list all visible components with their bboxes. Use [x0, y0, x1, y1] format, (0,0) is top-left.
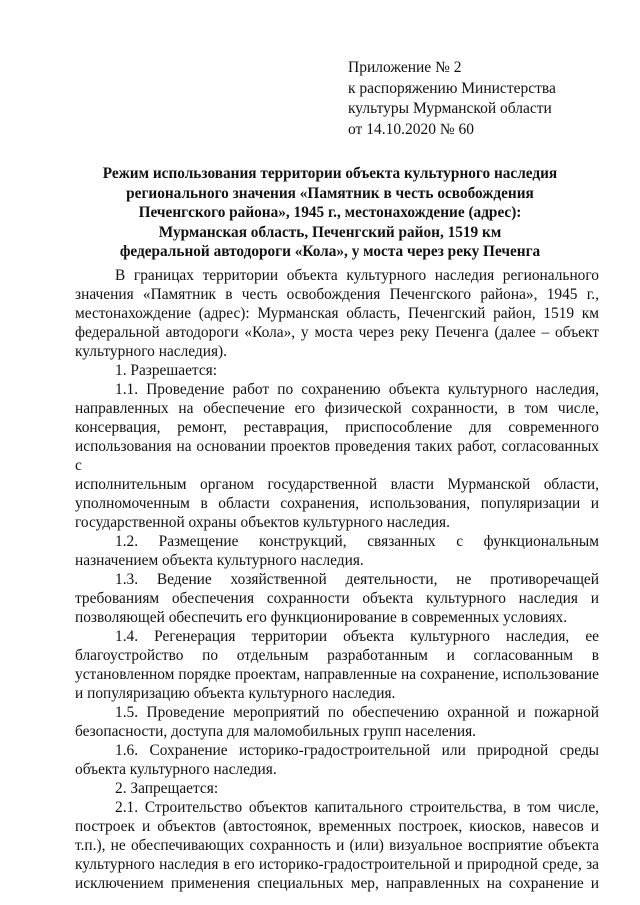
body-text-line: значения «Памятник в честь освобождения Печенгского района», 1945 г., [75, 286, 599, 303]
body-text-line: 2.1. Строительство объектов капитального строительства, в том числе, [115, 799, 599, 816]
body-text-line: 1.4. Регенерация территории объекта культурного наследия, ее [115, 628, 599, 645]
body-text-line: направленных на обеспечение его физической сохранности, в том числе, [75, 400, 599, 417]
appendix-reference [348, 58, 608, 140]
body-text-line: 1.5. Проведение мероприятий по обеспечению охранной и пожарной [115, 704, 599, 721]
body-text-line: 1.1. Проведение работ по сохранению объекта культурного наследия, [115, 381, 599, 398]
body-text-line: т.п.), не обеспечивающих сохранность и (или) визуальное восприятие объекта [75, 837, 599, 854]
body-text-line: 1.6. Сохранение историко-градостроительной или природной среды [115, 742, 599, 759]
body-text-line: 1.3. Ведение хозяйственной деятельности, не противоречащей [115, 571, 599, 588]
body-text-line: использования на основании проектов проведения таких работ, согласованных с [75, 438, 599, 474]
body-text-line: культурного наследия в его историко-градостроительной и природной среде, за [75, 856, 599, 873]
appendix-line: от 14.10.2020 № 60 [348, 120, 474, 138]
body-text-line: требованиям обеспечения сохранности объекта культурного наследия и [75, 590, 599, 607]
appendix-line: Приложение № 2 [348, 59, 462, 76]
body-text-line: установленном порядке проектам, направленные на сохранение, использование [75, 666, 599, 683]
body-text-line: местонахождение (адрес): Мурманская область, Печенгский район, 1519 км [75, 305, 599, 322]
title-line: федеральной автодороги «Кола», у моста через реку Печенга [119, 243, 541, 260]
body-text-line: безопасности, доступа для маломобильных групп населения. [75, 723, 476, 740]
body-text-line: и популяризацию объекта культурного наследия. [75, 685, 396, 702]
title-line: Мурманская область, Печенгский район, 1519 км [158, 223, 502, 241]
document-title [60, 164, 600, 262]
body-text-line: 1.2. Размещение конструкций, связанных с функциональным [115, 533, 599, 550]
body-text-line: назначением объекта культурного наследия. [75, 552, 364, 569]
body-text-line: культурного наследия). [75, 343, 228, 360]
body-text-line: уполномоченным в области сохранения, использования, популяризации и [75, 495, 599, 512]
body-text-line: 2. Запрещается: [115, 780, 219, 797]
title-line: регионального значения «Памятник в честь освобождения [126, 184, 534, 202]
body-text-line: 1. Разрешается: [115, 362, 218, 379]
body-text-line: объекта культурного наследия. [75, 761, 277, 778]
body-text-line: В границах территории объекта культурного наследия регионального [115, 267, 599, 284]
body-text-line: построек и объектов (автостоянок, временных построек, киосков, навесов и [75, 818, 599, 835]
body-text-line: исключением применения специальных мер, направленных на сохранение и [75, 875, 599, 892]
title-line: Режим использования территории объекта культурного наследия [102, 165, 558, 182]
appendix-line: культуры Мурманской области [348, 100, 552, 117]
appendix-line: к распоряжению Министерства [348, 79, 556, 97]
document-body [75, 266, 599, 893]
body-text-line: государственной охраны объектов культурного наследия. [75, 514, 450, 531]
body-text-line: позволяющей обеспечить его функционирование в современных условиях. [75, 609, 568, 626]
body-text-line: консервация, ремонт, реставрация, приспособление для современного [75, 419, 599, 436]
body-text-line: благоустройство по отдельным разработанным и согласованным в [75, 647, 599, 664]
title-line: Печенгского района», 1945 г., местонахождение (адрес): [138, 204, 522, 221]
body-text-line: исполнительным органом государственной власти Мурманской области, [75, 476, 599, 493]
body-text-line: федеральной автодороги «Кола», у моста через реку Печенга (далее – объект [75, 324, 599, 341]
